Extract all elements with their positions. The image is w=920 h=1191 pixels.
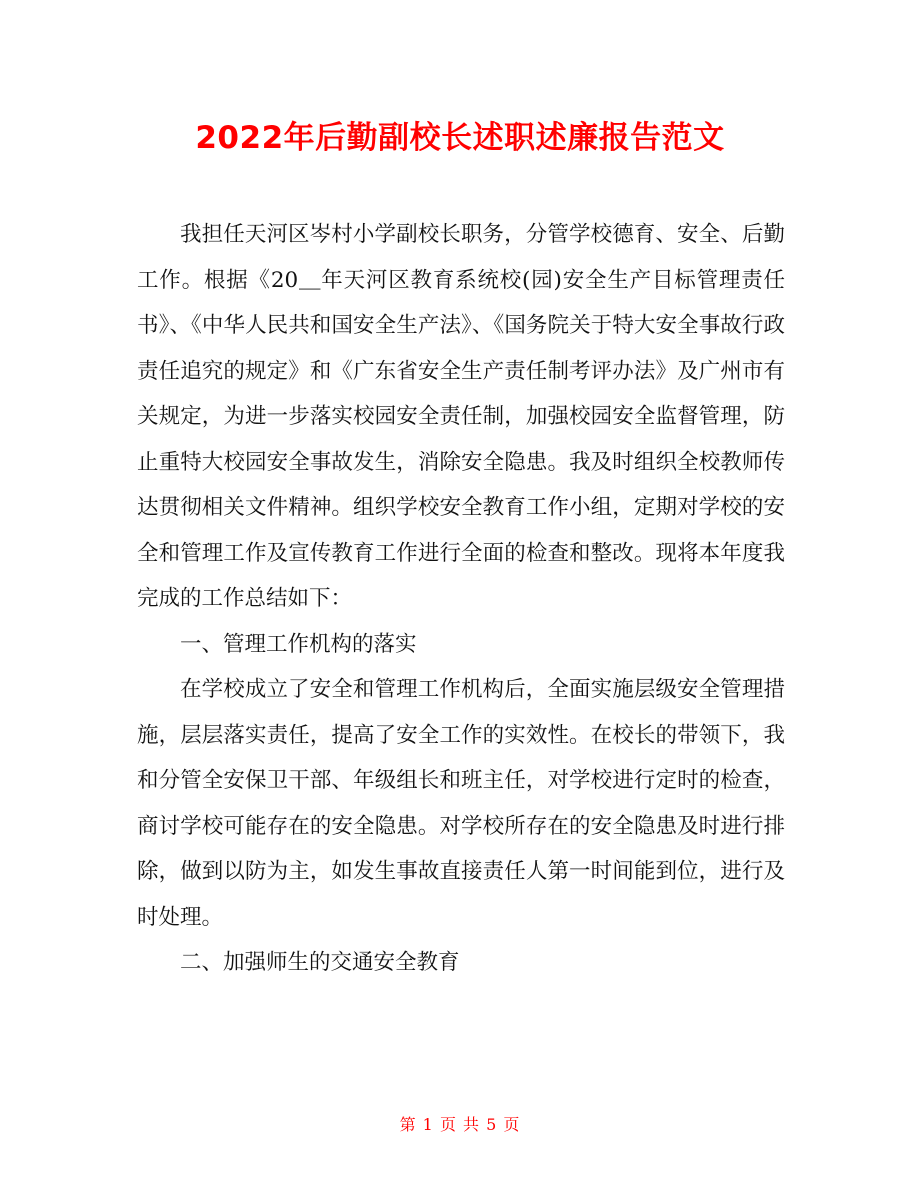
section-1-paragraph: 在学校成立了安全和管理工作机构后，全面实施层级安全管理措施，层层落实责任，提高了安全工作的实效性。在校长的带领下，我和分管全安保卫干部、年级组长和班主任，对学校进行定时的检查，商讨学校可能存在的安全隐患。对学校所存在的安全隐患及时进行排除，做到以防为主，如发生事故直接责任人第一时间能到位，进行及时处理。 [137,677,785,930]
section-heading-2: 二、加强师生的交通安全教育 [180,950,460,975]
document-body [137,212,785,986]
page-footer: 第 1 页 共 5 页 [399,1115,521,1134]
intro-paragraph: 我担任天河区岑村小学副校长职务，分管学校德育、安全、后勤工作。根据《20＿年天河区教育系统校(园)安全生产目标管理责任书》、《中华人民共和国安全生产法》、《国务院关于特大安全事故行政责任追究的规定》和《广东省安全生产责任制考评办法》及广州市有关规定，为进一步落实校园安全责任制，加强校园安全监督管理，防止重特大校园安全事故发生，消除安全隐患。我及时组织全校教师传达贯彻相关文件精神。组织学校安全教育工作小组，定期对学校的安全和管理工作及宣传教育工作进行全面的检查和整改。现将本年度我完成的工作总结如下： [137,222,785,611]
document-title: 2022年后勤副校长述职述廉报告范文 [195,120,725,156]
section-heading-1: 一、管理工作机构的落实 [180,631,417,657]
